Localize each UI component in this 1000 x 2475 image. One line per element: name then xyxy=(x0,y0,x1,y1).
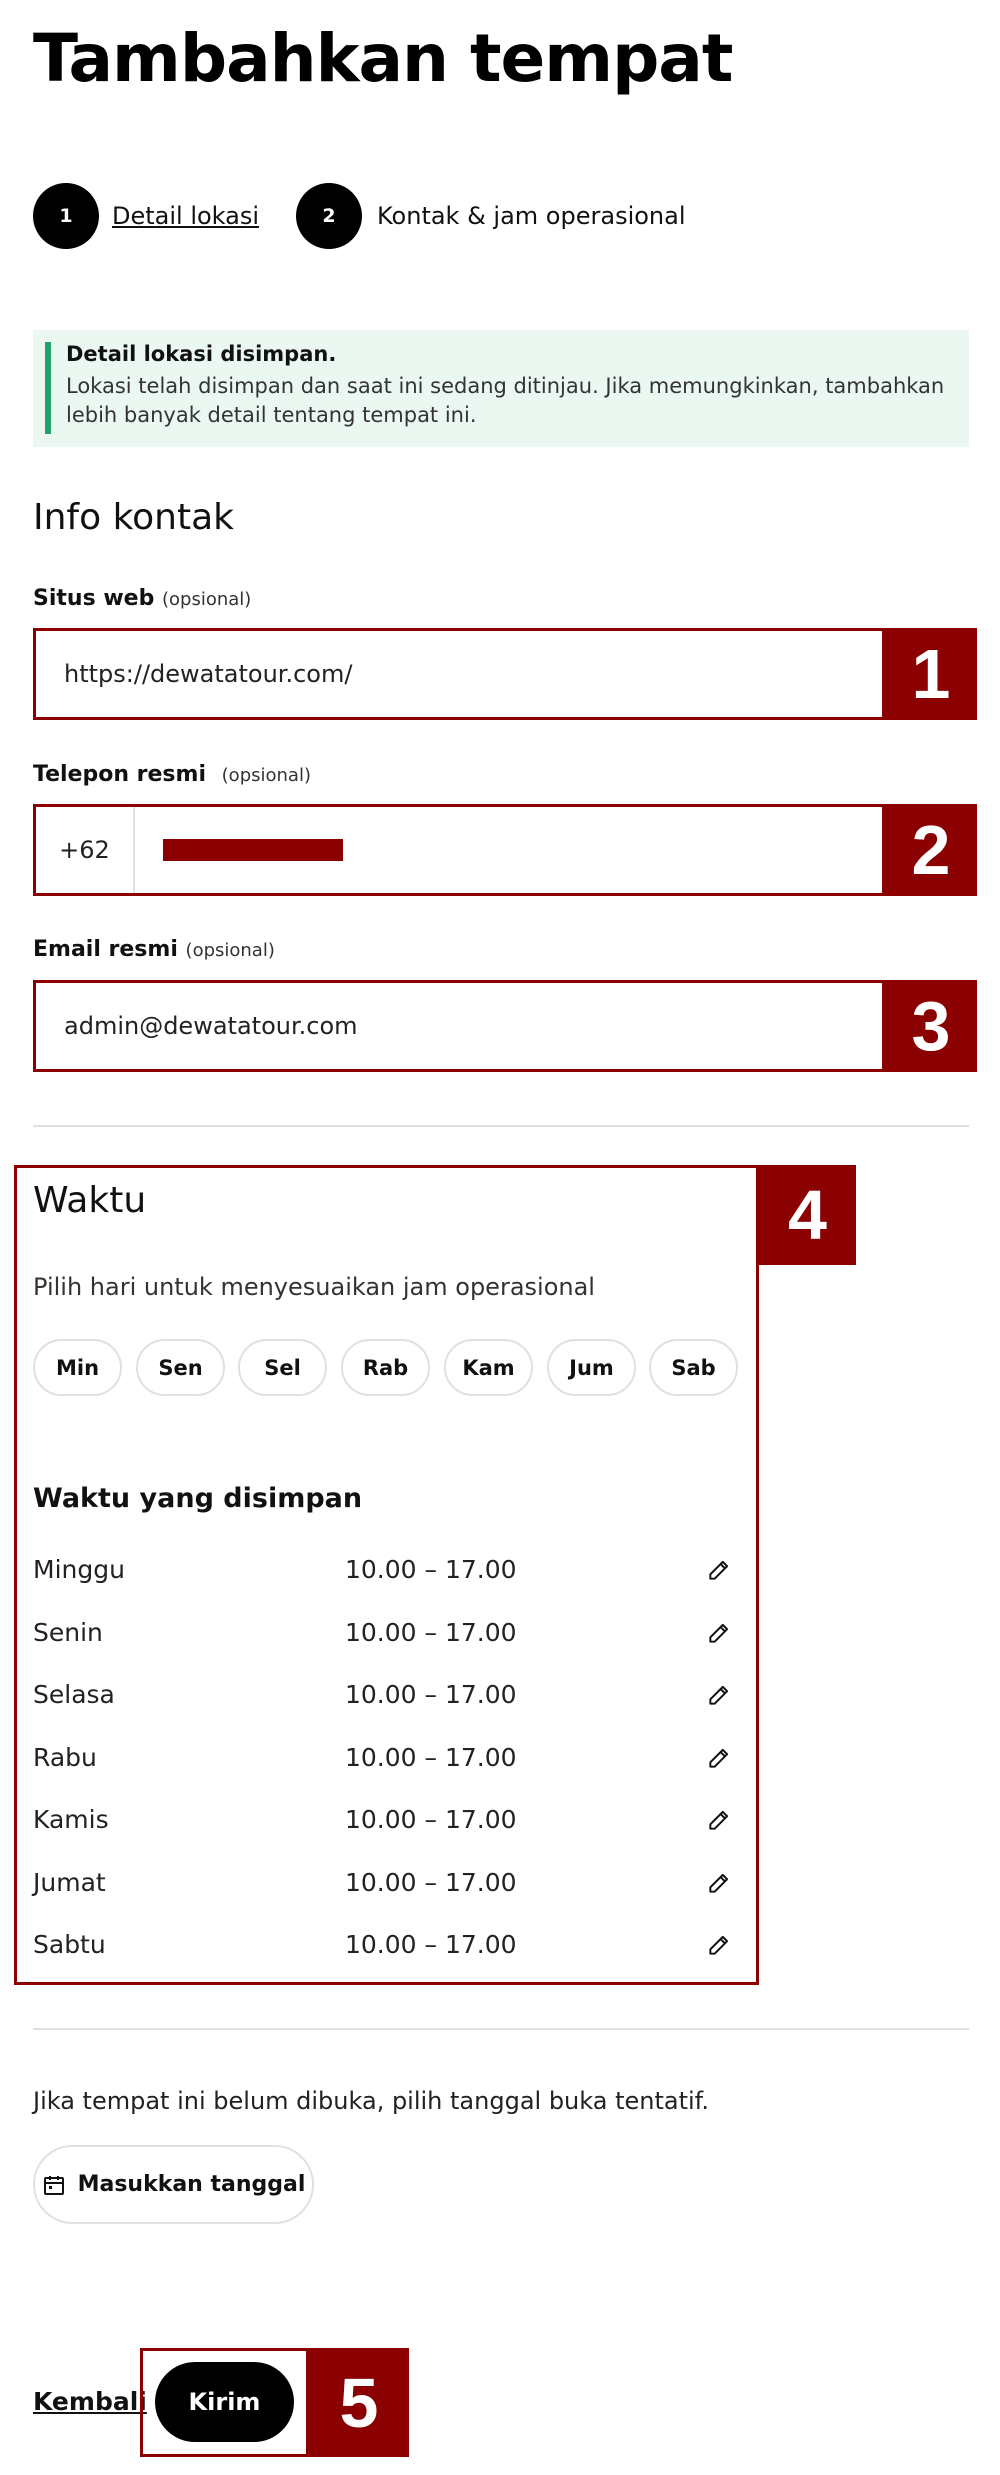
pencil-icon[interactable] xyxy=(703,1867,735,1899)
day-pill-sab[interactable]: Sab xyxy=(649,1339,738,1396)
saved-day-rabu: Rabu xyxy=(33,1743,97,1772)
website-optional-text: (opsional) xyxy=(161,589,252,610)
day-pill-rab[interactable]: Rab xyxy=(341,1339,430,1396)
submit-button[interactable]: Kirim xyxy=(155,2362,294,2442)
day-pill-sen[interactable]: Sen xyxy=(136,1339,225,1396)
email-label-text: Email resmi xyxy=(33,937,178,962)
annotation-badge-1: 1 xyxy=(885,628,977,720)
email-input-value: admin@dewatatour.com xyxy=(64,1012,358,1040)
phone-optional-text: (opsional) xyxy=(221,765,311,786)
notice-accent-bar xyxy=(45,342,51,434)
day-pill-jum[interactable]: Jum xyxy=(547,1339,636,1396)
pencil-icon[interactable] xyxy=(703,1742,735,1774)
notice-title: Detail lokasi disimpan. xyxy=(66,342,337,366)
saved-time-jumat: 10.00 – 17.00 xyxy=(345,1868,517,1897)
saved-day-jumat: Jumat xyxy=(33,1868,106,1897)
saved-time-selasa: 10.00 – 17.00 xyxy=(345,1680,517,1709)
saved-hours-title: Waktu yang disimpan xyxy=(33,1483,363,1514)
annotation-badge-3: 3 xyxy=(885,980,977,1072)
hours-section-title: Waktu xyxy=(33,1180,147,1221)
email-label xyxy=(33,937,275,962)
hours-instruction: Pilih hari untuk menyesuaikan jam operasional xyxy=(33,1273,595,1301)
enter-date-label: Masukkan tanggal xyxy=(77,2172,306,2197)
back-link[interactable]: Kembali xyxy=(33,2387,147,2416)
saved-day-kamis: Kamis xyxy=(33,1805,109,1834)
phone-label-text: Telepon resmi xyxy=(33,762,206,787)
notice-body: Lokasi telah disimpan dan saat ini sedang ditinjau. Jika memungkinkan, tambahkan lebih banyak detail tentang tempat ini. xyxy=(66,374,945,427)
enter-date-button[interactable] xyxy=(33,2145,314,2224)
saved-time-sabtu: 10.00 – 17.00 xyxy=(345,1930,517,1959)
saved-day-sabtu: Sabtu xyxy=(33,1930,106,1959)
pencil-icon[interactable] xyxy=(703,1804,735,1836)
day-pill-kam[interactable]: Kam xyxy=(444,1339,533,1396)
redacted-phone-number xyxy=(163,839,343,861)
step-1-indicator: 1 xyxy=(33,183,99,249)
annotation-badge-4: 4 xyxy=(759,1165,856,1265)
calendar-icon xyxy=(42,2173,66,2197)
pencil-icon[interactable] xyxy=(703,1679,735,1711)
website-label-text: Situs web xyxy=(33,586,155,611)
saved-time-minggu: 10.00 – 17.00 xyxy=(345,1555,517,1584)
country-code-prefix[interactable]: +62 xyxy=(36,807,135,893)
website-label xyxy=(33,586,251,611)
phone-input-group xyxy=(33,804,885,896)
saved-day-selasa: Selasa xyxy=(33,1680,115,1709)
email-input[interactable] xyxy=(33,980,885,1072)
page-title: Tambahkan tempat xyxy=(33,20,733,97)
pencil-icon[interactable] xyxy=(703,1554,735,1586)
phone-input[interactable] xyxy=(135,807,882,893)
pencil-icon[interactable] xyxy=(703,1929,735,1961)
annotation-badge-2: 2 xyxy=(885,804,977,896)
saved-time-rabu: 10.00 – 17.00 xyxy=(345,1743,517,1772)
saved-day-minggu: Minggu xyxy=(33,1555,125,1584)
section-divider xyxy=(33,1125,969,1127)
saved-day-senin: Senin xyxy=(33,1618,103,1647)
step-1-link[interactable]: Detail lokasi xyxy=(112,202,260,230)
website-input[interactable] xyxy=(33,628,885,720)
email-optional-text: (opsional) xyxy=(185,940,275,961)
day-pill-min[interactable]: Min xyxy=(33,1339,122,1396)
contact-section-title: Info kontak xyxy=(33,497,235,538)
opening-instruction: Jika tempat ini belum dibuka, pilih tanggal buka tentatif. xyxy=(33,2087,709,2115)
step-2-label: Kontak & jam operasional xyxy=(377,202,686,230)
section-divider xyxy=(33,2028,969,2030)
website-input-value: https://dewatatour.com/ xyxy=(64,660,353,688)
saved-time-kamis: 10.00 – 17.00 xyxy=(345,1805,517,1834)
day-pill-sel[interactable]: Sel xyxy=(238,1339,327,1396)
saved-time-senin: 10.00 – 17.00 xyxy=(345,1618,517,1647)
phone-label xyxy=(33,762,311,787)
pencil-icon[interactable] xyxy=(703,1617,735,1649)
step-2-indicator: 2 xyxy=(296,183,362,249)
annotation-badge-5: 5 xyxy=(309,2348,409,2457)
